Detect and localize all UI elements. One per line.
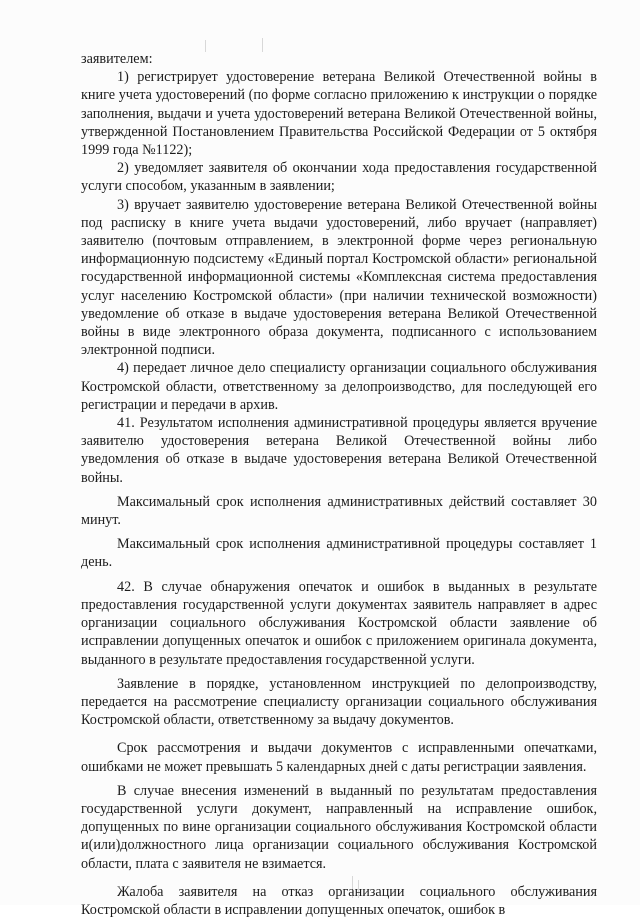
document-body (81, 50, 597, 919)
document-paragraph: Заявление в порядке, установленном инструкцией по делопроизводству, передается на рассмотрение специалисту организации социального обслуживания Костромской области, ответственному за выдачу документов. (81, 675, 597, 729)
document-paragraph: 3) вручает заявителю удостоверение ветерана Великой Отечественной войны под расписку в книге учета выдачи удостоверений, либо вручает (направляет) заявителю (почтовым отправлением, в электронной форме через региональную информационную подсистему «Единый портал Костромской области» региональной государственной информационной системы «Комплексная система предоставления услуг населению Костромской области» (при наличии технической возможности) уведомление об отказе в выдаче удостоверения ветерана Великой Отечественной войны в виде электронного образа документа, подписанного с использованием электронной подписи. (81, 196, 597, 359)
document-paragraph: Максимальный срок исполнения административной процедуры составляет 1 день. (81, 536, 597, 571)
document-paragraph: заявителем: (81, 51, 153, 67)
document-paragraph: 2) уведомляет заявителя об окончании хода предоставления государственной услуги способом, указанным в заявлении; (81, 160, 597, 195)
document-paragraph: 4) передает личное дело специалисту организации социального обслуживания Костромской области, ответственному за делопроизводство, для последующей его регистрации и передачи в архив. (81, 360, 597, 413)
document-paragraph: Жалоба заявителя на отказ организации социального обслуживания Костромской области в исправлении допущенных опечаток, ошибок в (81, 883, 597, 918)
document-paragraph: Срок рассмотрения и выдачи документов с исправленными опечатками, ошибками не может превышать 5 календарных дней с даты регистрации заявления. (81, 740, 597, 775)
document-paragraph: Максимальный срок исполнения административных действий составляет 30 минут. (81, 493, 597, 529)
document-paragraph: В случае внесения изменений в выданный по результатам предоставления государственной услуги документ, направленный на исправление ошибок, допущенных по вине организации социального обслуживания Костромской области и(или)должностного лица организации социального обслуживания Костромской области, плата с заявителя не взимается. (81, 782, 597, 872)
document-paragraph: 41. Результатом исполнения административной процедуры является вручение заявителю удостоверения ветерана Великой Отечественной войны либо уведомления об отказе в выдаче удостоверения ветерана Великой Отечественной войны. (81, 415, 597, 486)
document-paragraph: 42. В случае обнаружения опечаток и ошибок в выданных в результате предоставления государственной услуги документах заявитель направляет в адрес организации социального обслуживания Костромской области заявление об исправлении допущенных опечаток и ошибок с приложением оригинала документа, выданного в результате предоставления государственной услуги. (81, 578, 597, 668)
document-paragraph: 1) регистрирует удостоверение ветерана Великой Отечественной войны в книге учета удостоверений (по форме согласно приложению к инструкции о порядке заполнения, выдачи и учета удостоверений ветерана Великой Отечественной войны, утвержденной Постановлением Правительства Российской Федерации от 5 октября 1999 года №1122); (81, 69, 597, 159)
